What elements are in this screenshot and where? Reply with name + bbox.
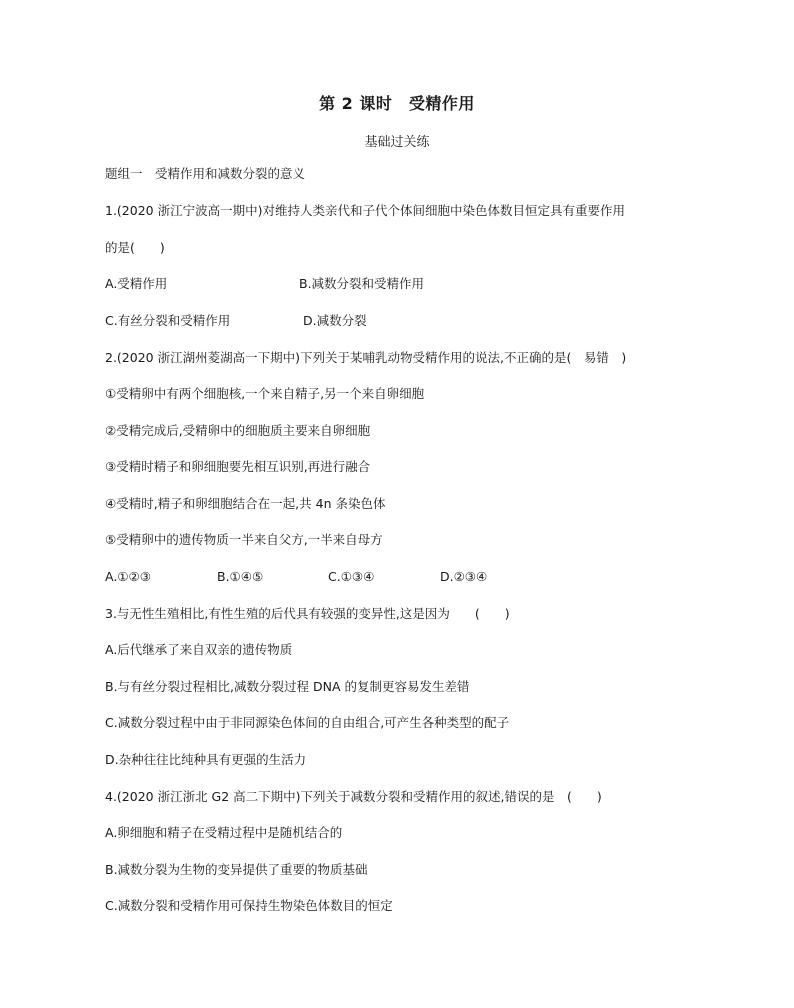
q1-stem-line1: 1.(2020 浙江宁波高一期中)对维持人类亲代和子代个体间细胞中染色体数目恒定具有重要作用 bbox=[105, 203, 625, 218]
q2-statement-5: ⑤受精卵中的遗传物质一半来自父方,一半来自母方 bbox=[105, 532, 383, 547]
q2-statement-1: ①受精卵中有两个细胞核,一个来自精子,另一个来自卵细胞 bbox=[105, 386, 425, 401]
q2-statement-3: ③受精时精子和卵细胞要先相互识别,再进行融合 bbox=[105, 459, 371, 474]
q1-options-row2 bbox=[105, 313, 705, 377]
q3-option-b: B.与有丝分裂过程相比,减数分裂过程 DNA 的复制更容易发生差错 bbox=[105, 679, 470, 694]
q1-stem-line2: 的是( ) bbox=[105, 240, 165, 255]
page-title: 第 2 课时 受精作用 bbox=[319, 94, 475, 113]
q1-option-a: A.受精作用 bbox=[105, 276, 168, 291]
q2-option-c: C.①③④ bbox=[328, 569, 375, 584]
section-subtitle: 基础过关练 bbox=[364, 135, 430, 150]
q4-option-c: C.减数分裂和受精作用可保持生物染色体数目的恒定 bbox=[105, 898, 393, 913]
q2-stem: 2.(2020 浙江湖州菱湖高一下期中)下列关于某哺乳动物受精作用的说法,不正确的是( 易错 ) bbox=[105, 350, 627, 365]
q3-option-a: A.后代继承了来自双亲的遗传物质 bbox=[105, 642, 293, 657]
q1-option-c: C.有丝分裂和受精作用 bbox=[105, 313, 231, 328]
q4-option-a: A.卵细胞和精子在受精过程中是随机结合的 bbox=[105, 825, 343, 840]
question-group-heading: 题组一 受精作用和减数分裂的意义 bbox=[105, 166, 306, 181]
q1-option-b: B.减数分裂和受精作用 bbox=[299, 276, 425, 291]
q3-option-d: D.杂种往往比纯种具有更强的生活力 bbox=[105, 752, 307, 767]
q2-option-d: D.②③④ bbox=[440, 569, 488, 584]
q2-statement-2: ②受精完成后,受精卵中的细胞质主要来自卵细胞 bbox=[105, 423, 371, 438]
q3-option-c: C.减数分裂过程中由于非同源染色体间的自由组合,可产生各种类型的配子 bbox=[105, 715, 510, 730]
q1-option-d: D.减数分裂 bbox=[303, 313, 367, 328]
q4-stem: 4.(2020 浙江浙北 G2 高二下期中)下列关于减数分裂和受精作用的叙述,错误的是 ( ) bbox=[105, 789, 602, 804]
q2-option-a: A.①②③ bbox=[105, 569, 151, 584]
q4-option-b: B.减数分裂为生物的变异提供了重要的物质基础 bbox=[105, 862, 368, 877]
q2-statement-4: ④受精时,精子和卵细胞结合在一起,共 4n 条染色体 bbox=[105, 496, 386, 511]
q3-stem: 3.与无性生殖相比,有性生殖的后代具有较强的变异性,这是因为 ( ) bbox=[105, 606, 510, 621]
q2-option-b: B.①④⑤ bbox=[217, 569, 264, 584]
